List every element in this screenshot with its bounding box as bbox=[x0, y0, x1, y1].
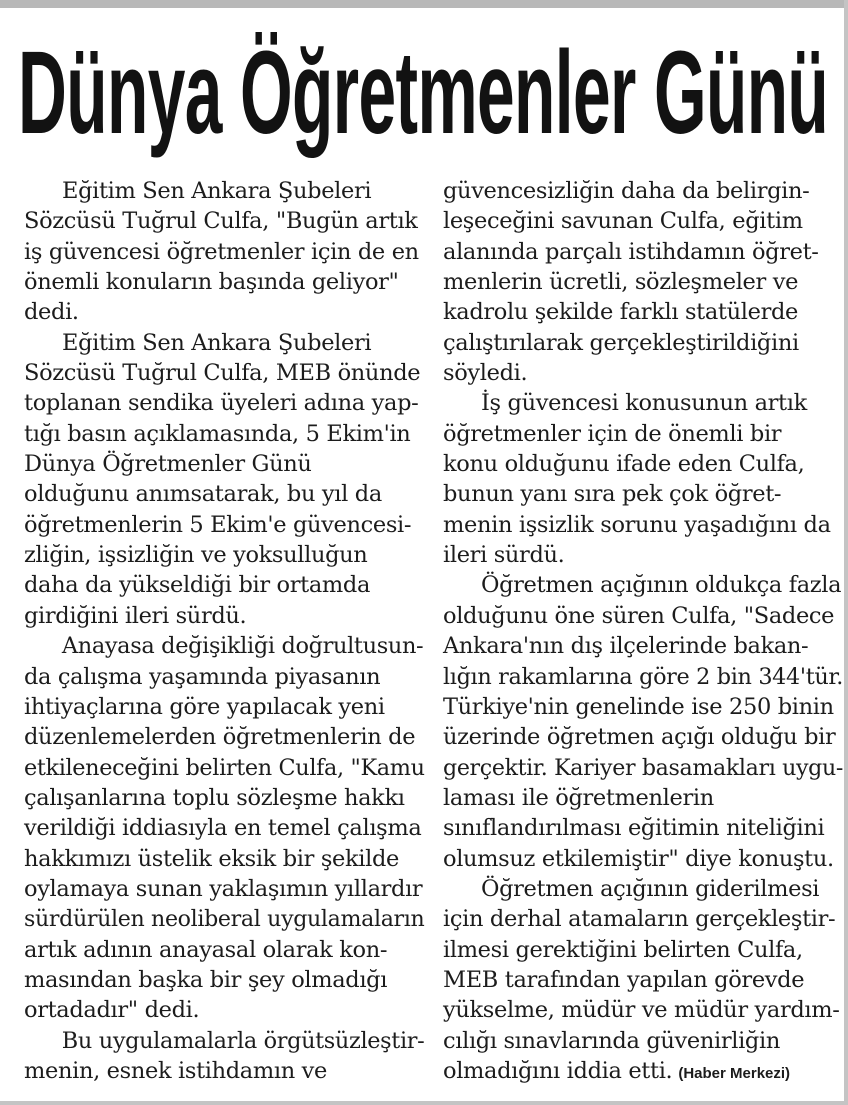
text-line bbox=[24, 237, 424, 267]
text-line bbox=[24, 540, 424, 570]
text-line bbox=[443, 176, 843, 206]
text-line bbox=[24, 783, 424, 813]
text-line bbox=[443, 813, 843, 843]
line-text: ihtiyaçlarına göre yapılacak yeni bbox=[24, 693, 385, 720]
text-line bbox=[24, 388, 424, 418]
text-line bbox=[443, 540, 843, 570]
text-line bbox=[443, 631, 843, 661]
line-text: Ankara'nın dış ilçelerinde bakan- bbox=[443, 633, 809, 660]
line-text: sürdürülen neoliberal uygulamaların bbox=[24, 906, 425, 933]
text-line bbox=[24, 267, 424, 297]
top-border bbox=[0, 0, 848, 8]
line-text: toplanan sendika üyeleri adına yap- bbox=[24, 390, 419, 417]
text-line bbox=[24, 813, 424, 843]
article-credit: (Haber Merkezi) bbox=[678, 1064, 791, 1082]
line-text: yükselme, müdür ve müdür yardım- bbox=[443, 997, 840, 1024]
line-text: Öğretmen açığının oldukça fazla bbox=[481, 572, 842, 599]
text-line bbox=[443, 388, 843, 418]
line-text: MEB tarafından yapılan görevde bbox=[443, 966, 805, 993]
text-line bbox=[24, 479, 424, 509]
line-text: düzenlemelerden öğretmenlerin de bbox=[24, 724, 416, 751]
line-text: öğretmenlerin 5 Ekim'e güvencesi- bbox=[24, 511, 412, 538]
text-line bbox=[24, 722, 424, 752]
headline-text: Dünya Öğretmenler Günü bbox=[18, 28, 829, 158]
text-line bbox=[24, 935, 424, 965]
line-text: girdiğini ileri sürdü. bbox=[24, 602, 247, 629]
text-line bbox=[24, 904, 425, 934]
text-line bbox=[443, 995, 843, 1025]
line-text: artık adının anayasal olarak kon- bbox=[24, 936, 388, 963]
line-text: da çalışma yaşamında piyasanın bbox=[24, 663, 381, 690]
line-text: menlerin ücretli, sözleşmeler ve bbox=[443, 269, 799, 296]
text-line bbox=[443, 601, 843, 631]
line-text: ileri sürdü. bbox=[443, 542, 565, 569]
line-text: menin, esnek istihdamın ve bbox=[24, 1057, 327, 1084]
line-text: ortadadır" dedi. bbox=[24, 997, 200, 1024]
text-line bbox=[24, 419, 424, 449]
line-text: lığın rakamlarına göre 2 bin 344'tür. bbox=[443, 663, 844, 690]
text-line bbox=[24, 570, 424, 600]
line-text: hakkımızı üstelik eksik bir şekilde bbox=[24, 845, 400, 872]
text-line bbox=[24, 844, 424, 874]
text-line bbox=[24, 358, 424, 388]
line-text: üzerinde öğretmen açığı olduğu bir bbox=[443, 724, 836, 751]
line-text: Sözcüsü Tuğrul Culfa, MEB önünde bbox=[24, 360, 421, 387]
text-line bbox=[24, 510, 424, 540]
line-text: olmadığını iddia etti. bbox=[443, 1057, 673, 1084]
line-text: için derhal atamaların gerçekleştir- bbox=[443, 906, 836, 933]
line-text: önemli konuların başında geliyor" bbox=[24, 269, 399, 296]
line-text: alanında parçalı istihdamın öğret- bbox=[443, 238, 819, 265]
text-line bbox=[443, 449, 843, 479]
text-line bbox=[443, 479, 843, 509]
line-text: ilmesi gerektiğini belirten Culfa, bbox=[443, 936, 803, 963]
line-text: olduğunu anımsatarak, bu yıl da bbox=[24, 481, 382, 508]
line-text: söyledi. bbox=[443, 360, 528, 387]
text-line bbox=[443, 722, 843, 752]
text-line bbox=[443, 419, 843, 449]
text-line bbox=[24, 449, 424, 479]
text-line bbox=[443, 874, 843, 904]
line-text: gerçektir. Kariyer basamakları uygu- bbox=[443, 754, 844, 781]
line-text: İş güvencesi konusunun artık bbox=[481, 390, 807, 417]
line-text: dedi. bbox=[24, 299, 79, 326]
text-line bbox=[443, 904, 843, 934]
line-text: oylamaya sunan yaklaşımın yıllardır bbox=[24, 875, 423, 902]
line-text: laması ile öğretmenlerin bbox=[443, 784, 714, 811]
line-text: verildiği iddiasıyla en temel çalışma bbox=[24, 815, 422, 842]
text-line bbox=[443, 297, 843, 327]
text-line bbox=[24, 965, 424, 995]
text-line bbox=[443, 753, 844, 783]
line-text: kadrolu şekilde farklı statülerde bbox=[443, 299, 798, 326]
text-line bbox=[443, 844, 843, 874]
text-line bbox=[443, 1056, 843, 1086]
line-text: Dünya Öğretmenler Günü bbox=[24, 451, 312, 478]
text-line bbox=[443, 206, 843, 236]
text-line bbox=[443, 570, 843, 600]
text-line bbox=[24, 176, 424, 206]
text-line bbox=[443, 358, 843, 388]
line-text: tığı basın açıklamasında, 5 Ekim'in bbox=[24, 420, 411, 447]
text-line bbox=[443, 965, 843, 995]
text-line bbox=[443, 328, 843, 358]
article-column-right bbox=[443, 176, 843, 1086]
line-text: Eğitim Sen Ankara Şubeleri bbox=[62, 329, 372, 356]
line-text: konu olduğunu ifade eden Culfa, bbox=[443, 451, 805, 478]
article-headline bbox=[18, 28, 832, 158]
text-line bbox=[443, 267, 843, 297]
line-text: olumsuz etkilemiştir" diye konuştu. bbox=[443, 845, 834, 872]
text-line bbox=[24, 995, 424, 1025]
article-column-left bbox=[24, 176, 424, 1086]
text-line bbox=[443, 783, 843, 813]
text-line bbox=[443, 510, 843, 540]
line-text: Öğretmen açığının giderilmesi bbox=[481, 875, 820, 902]
line-text: Türkiye'nin genelinde ise 250 binin bbox=[443, 693, 834, 720]
text-line bbox=[24, 328, 424, 358]
line-text: güvencesizliğin daha da belirgin- bbox=[443, 178, 810, 204]
line-text: çalışanlarına toplu sözleşme hakkı bbox=[24, 784, 405, 811]
text-line bbox=[24, 601, 424, 631]
line-text: Sözcüsü Tuğrul Culfa, "Bugün artık bbox=[24, 208, 418, 235]
line-text: bunun yanı sıra pek çok öğret- bbox=[443, 481, 782, 508]
line-text: masından başka bir şey olmadığı bbox=[24, 966, 388, 993]
line-text: sınıflandırılması eğitimin niteliğini bbox=[443, 815, 825, 842]
text-line bbox=[443, 692, 843, 722]
text-line bbox=[24, 753, 425, 783]
text-line bbox=[24, 631, 423, 661]
text-line bbox=[443, 1026, 843, 1056]
line-text: daha da yükseldiği bir ortamda bbox=[24, 572, 371, 599]
line-text: leşeceğini savunan Culfa, eğitim bbox=[443, 208, 803, 235]
line-text: etkileneceğini belirten Culfa, "Kamu bbox=[24, 754, 425, 781]
text-line bbox=[24, 1056, 424, 1086]
bottom-border bbox=[0, 1101, 848, 1105]
line-text: menin işsizlik sorunu yaşadığını da bbox=[443, 511, 831, 538]
line-text: cılığı sınavlarında güvenirliğin bbox=[443, 1027, 780, 1054]
line-text: Bu uygulamalarla örgütsüzleştir- bbox=[61, 1027, 425, 1054]
text-line bbox=[443, 237, 843, 267]
line-text: iş güvencesi öğretmenler için de en bbox=[24, 238, 419, 265]
text-line bbox=[24, 206, 424, 236]
text-line bbox=[24, 692, 424, 722]
text-line bbox=[24, 874, 424, 904]
line-text: çalıştırılarak gerçekleştirildiğini bbox=[443, 329, 799, 356]
text-line bbox=[24, 1026, 425, 1056]
line-text: Eğitim Sen Ankara Şubeleri bbox=[62, 178, 372, 204]
line-text: öğretmenler için de önemli bir bbox=[443, 420, 782, 447]
text-line bbox=[24, 297, 424, 327]
line-text: zliğin, işsizliğin ve yoksulluğun bbox=[24, 542, 368, 569]
right-border bbox=[844, 0, 848, 1105]
text-line bbox=[443, 662, 844, 692]
line-text: olduğunu öne süren Culfa, "Sadece bbox=[443, 602, 835, 629]
text-line bbox=[24, 662, 424, 692]
text-line bbox=[443, 935, 843, 965]
line-text: Anayasa değişikliği doğrultusun- bbox=[61, 633, 424, 660]
